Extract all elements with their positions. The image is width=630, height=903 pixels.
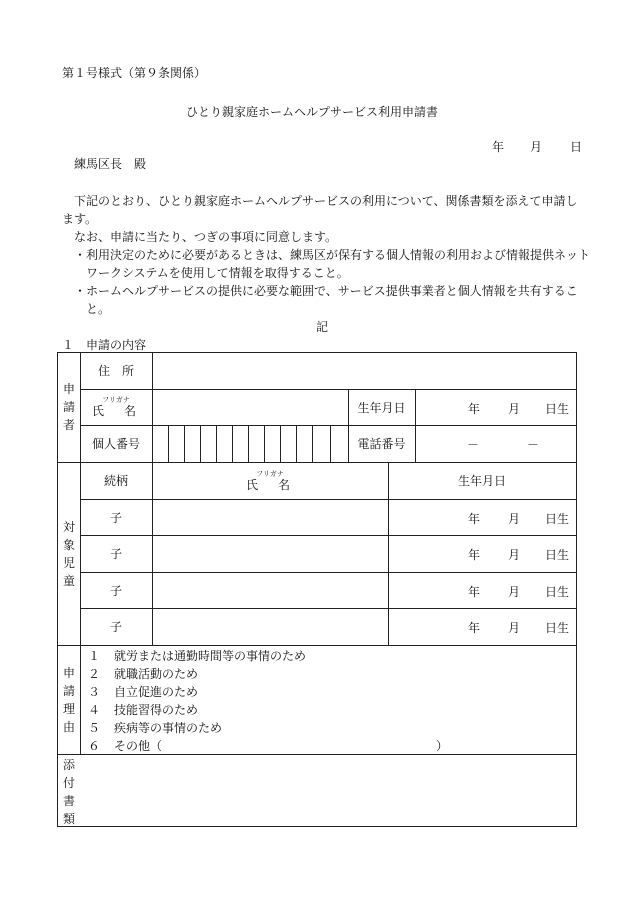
child-birth-month: 月 bbox=[508, 512, 521, 526]
children-section-label: 対 象 児 童 bbox=[62, 519, 75, 588]
applicant-name-label bbox=[80, 389, 152, 425]
consent-intro: なお、申請に当たり、つぎの事項に同意します。 bbox=[74, 230, 338, 244]
list-item[interactable]: ６ その他（ bbox=[88, 739, 163, 753]
applicant-birth-month: 月 bbox=[508, 402, 521, 416]
child-birthdate-header: 生年月日 bbox=[457, 474, 506, 488]
child-birth-year: 年 bbox=[468, 512, 481, 526]
form-number: 第１号様式（第９条関係） bbox=[62, 66, 207, 80]
child-birth-year: 年 bbox=[468, 621, 481, 635]
date-month-label: 月 bbox=[530, 140, 543, 154]
other-reason-close: ） bbox=[436, 739, 449, 753]
child-relation: 子 bbox=[109, 620, 122, 634]
child-birth-day: 日生 bbox=[545, 548, 570, 562]
applicant-birth-year: 年 bbox=[468, 402, 481, 416]
child-birth-month: 月 bbox=[508, 585, 521, 599]
attachment-field[interactable] bbox=[58, 755, 576, 826]
child-relation: 子 bbox=[109, 547, 122, 561]
document-title: ひとり親家庭ホームヘルプサービス利用申請書 bbox=[186, 105, 439, 119]
my-number-label: 個人番号 bbox=[91, 437, 140, 451]
list-item[interactable]: １ 就労または通勤時間等の事情のため bbox=[88, 649, 307, 663]
applicant-birthdate-label: 生年月日 bbox=[357, 400, 406, 415]
address-field[interactable] bbox=[153, 353, 576, 389]
reason-section-label: 申 請 理 由 bbox=[62, 665, 75, 734]
date-day-label: 日 bbox=[570, 140, 583, 154]
applicant-birth-day: 日生 bbox=[545, 402, 570, 416]
my-number-input[interactable] bbox=[153, 426, 348, 462]
child-birth-day: 日生 bbox=[545, 512, 570, 526]
name-label: 氏 名 bbox=[91, 404, 140, 418]
phone-label: 電話番号 bbox=[357, 437, 406, 451]
list-item[interactable]: ２ 就職活動のため bbox=[88, 667, 199, 681]
address-label: 住 所 bbox=[97, 364, 134, 378]
child-name-field[interactable] bbox=[153, 573, 388, 608]
child-birth-year: 年 bbox=[468, 548, 481, 562]
consent-item-2: ・ホームヘルプサービスの提供に必要な範囲で、サービス提供事業者と個人情報を共有すること。 bbox=[74, 284, 578, 316]
child-birth-month: 月 bbox=[508, 548, 521, 562]
child-name-field[interactable] bbox=[153, 500, 388, 535]
applicant-section-label: 申 請 者 bbox=[62, 382, 75, 432]
list-item[interactable]: ４ 技能習得のため bbox=[88, 703, 199, 717]
child-birth-day: 日生 bbox=[545, 621, 570, 635]
list-item[interactable]: ３ 自立促進のため bbox=[88, 685, 199, 699]
addressee: 練馬区長 殿 bbox=[74, 157, 147, 171]
attachment-section-label: 添 付 書 類 bbox=[62, 758, 75, 826]
child-relation: 子 bbox=[109, 510, 122, 525]
child-birth-month: 月 bbox=[508, 621, 521, 635]
child-name-header: フリガナ 氏 名 bbox=[245, 469, 294, 492]
consent-item-1: ・利用決定のために必要があるときは、練馬区が保有する個人情報の利用および情報提供ネットワークシステムを使用して情報を取得すること。 bbox=[74, 248, 591, 280]
child-name-field[interactable] bbox=[153, 609, 388, 645]
phone-dashes[interactable]: － － bbox=[467, 438, 540, 452]
other-reason-input[interactable] bbox=[170, 738, 432, 754]
child-birth-year: 年 bbox=[468, 585, 481, 599]
ki-label: 記 bbox=[316, 320, 329, 334]
relation-header: 続柄 bbox=[103, 474, 128, 488]
date-year-label: 年 bbox=[492, 140, 505, 154]
child-relation: 子 bbox=[109, 583, 122, 598]
furigana-label: フリガナ bbox=[102, 396, 130, 404]
section-heading: １ 申請の内容 bbox=[62, 338, 147, 352]
applicant-name-field[interactable] bbox=[153, 390, 348, 425]
child-name-field[interactable] bbox=[153, 536, 388, 572]
list-item[interactable]: ５ 疾病等の事情のため bbox=[88, 721, 223, 735]
child-birth-day: 日生 bbox=[545, 585, 570, 599]
intro-paragraph: 下記のとおり、ひとり親家庭ホームヘルプサービスの利用について、関係書類を添えて申請します。 bbox=[62, 194, 578, 226]
